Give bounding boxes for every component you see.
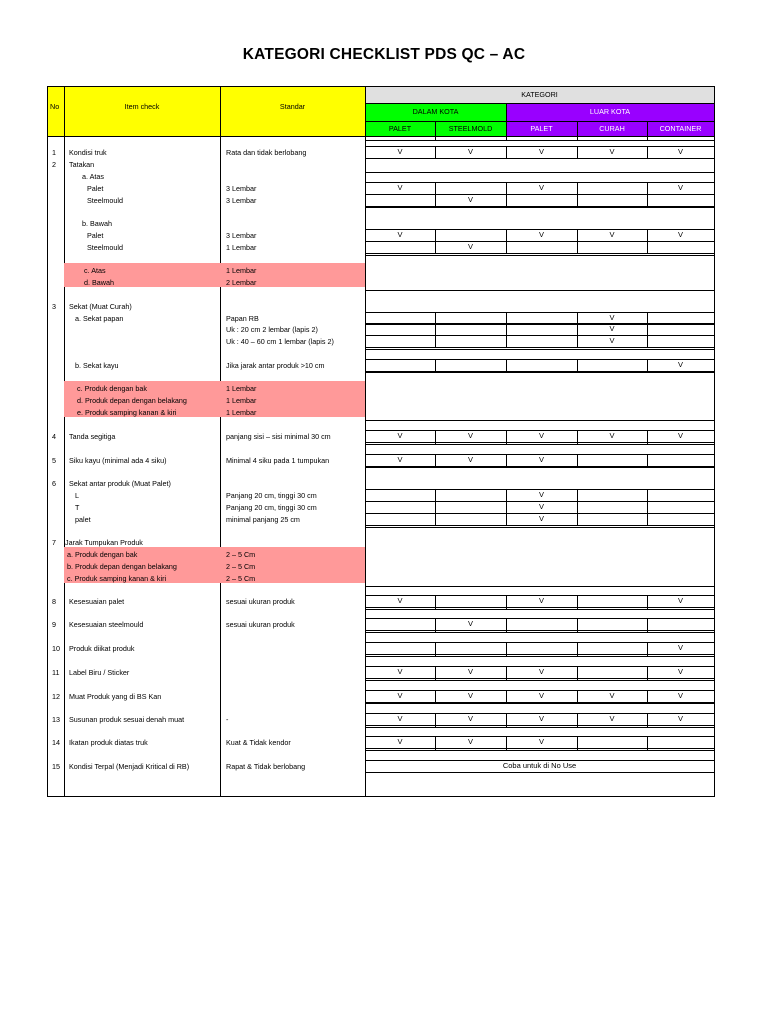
- mark-col-line: [647, 323, 648, 335]
- check-mark: V: [677, 714, 683, 723]
- mark-col-line: [647, 241, 648, 253]
- check-mark: V: [677, 596, 683, 605]
- row-number: 14: [52, 738, 60, 747]
- standar-text: Panjang 20 cm, tinggi 30 cm: [226, 503, 317, 512]
- band-line: [365, 632, 714, 633]
- mark-row-line: [365, 312, 714, 313]
- standar-text: 2 – 5 Cm: [226, 574, 256, 583]
- item-check-text: Kesesuaian steelmould: [69, 620, 144, 629]
- band-line: [365, 372, 714, 373]
- row-number: 10: [52, 644, 60, 653]
- item-check-text: Ikatan produk diatas truk: [69, 738, 148, 747]
- standar-text: minimal panjang 25 cm: [226, 515, 300, 524]
- header-col-steelmold: [435, 121, 506, 136]
- mark-col-line: [506, 241, 507, 253]
- band-line: [365, 207, 714, 208]
- band-line: [365, 140, 714, 141]
- standar-text: 1 Lembar: [226, 408, 257, 417]
- mark-row-line: [365, 241, 714, 242]
- check-mark: V: [677, 183, 683, 192]
- header-col-palet-luar: [506, 121, 577, 136]
- mark-col-line: [647, 335, 648, 347]
- band-line: [365, 349, 714, 350]
- table-border-left: [47, 86, 48, 796]
- check-mark: V: [397, 455, 403, 464]
- row-number: 4: [52, 432, 56, 441]
- header-line: [365, 121, 714, 122]
- check-mark: V: [397, 667, 403, 676]
- check-mark: V: [397, 714, 403, 723]
- item-check-text: Kondisi Terpal (Menjadi Kritical di RB): [69, 762, 190, 771]
- mark-col-line: [506, 359, 507, 371]
- check-mark: V: [467, 195, 473, 204]
- table-border-right: [714, 86, 715, 796]
- check-mark: V: [677, 667, 683, 676]
- check-mark: V: [467, 455, 473, 464]
- check-mark: V: [467, 242, 473, 251]
- col-divider-no: [64, 86, 65, 796]
- check-mark: V: [467, 667, 473, 676]
- header-dalam-kota: [365, 103, 506, 121]
- band-line: [365, 656, 714, 657]
- item-check-text: Jarak Tumpukan Produk: [65, 538, 143, 547]
- standar-text: Uk : 40 – 60 cm 1 lembar (lapis 2): [226, 337, 334, 346]
- standar-text: Kuat & Tidak kendor: [226, 738, 291, 747]
- standar-text: 1 Lembar: [226, 384, 257, 393]
- header-no: [47, 86, 64, 136]
- item-check-text: Palet: [87, 231, 104, 240]
- mark-row-line: [365, 324, 714, 325]
- check-mark: V: [397, 737, 403, 746]
- check-mark: V: [677, 643, 683, 652]
- mark-col-line: [435, 335, 436, 347]
- header-standar: [220, 86, 365, 136]
- row-number: 1: [52, 148, 56, 157]
- mark-row-line: [365, 607, 714, 608]
- item-check-text: Tanda segitiga: [69, 432, 116, 441]
- check-mark: V: [397, 596, 403, 605]
- check-mark: V: [609, 147, 615, 156]
- standar-text: 3 Lembar: [226, 231, 257, 240]
- check-mark: V: [538, 230, 544, 239]
- band-line: [365, 420, 714, 421]
- band-col-line: [435, 136, 436, 140]
- check-mark: V: [538, 431, 544, 440]
- item-check-text: c. Atas: [84, 266, 106, 275]
- check-mark: V: [609, 714, 615, 723]
- band-line: [365, 444, 714, 445]
- mark-col-line: [435, 359, 436, 371]
- item-check-text: Susunan produk sesuai denah muat: [69, 715, 185, 724]
- mark-col-line: [506, 323, 507, 335]
- check-mark: V: [677, 431, 683, 440]
- item-check-text: palet: [75, 515, 91, 524]
- mark-row-line: [365, 748, 714, 749]
- row-number: 8: [52, 597, 56, 606]
- mark-col-line: [577, 501, 578, 513]
- band-line: [365, 290, 714, 291]
- mark-row-line: [365, 194, 714, 195]
- standar-text: Jika jarak antar produk >10 cm: [226, 361, 325, 370]
- header-col-divider: [435, 121, 436, 136]
- item-check-text: Palet: [87, 184, 104, 193]
- check-mark: V: [538, 183, 544, 192]
- check-mark: V: [397, 147, 403, 156]
- item-check-text: a. Produk dengan bak: [67, 550, 138, 559]
- row-number: 12: [52, 692, 60, 701]
- header-col-container: [647, 121, 714, 136]
- header-dalam-kota-label: DALAM KOTA: [412, 107, 459, 116]
- check-mark: V: [467, 619, 473, 628]
- check-mark: V: [538, 714, 544, 723]
- header-col-palet-dalam: [365, 121, 435, 136]
- check-mark: V: [467, 714, 473, 723]
- band-col-line: [506, 628, 507, 632]
- highlight-band: [64, 263, 365, 275]
- header-col-label: PALET: [530, 123, 553, 133]
- merged-note: Coba untuk di No Use: [502, 761, 577, 770]
- item-check-text: e. Produk samping kanan & kiri: [77, 408, 177, 417]
- item-check-text: Label Biru / Sticker: [69, 668, 130, 677]
- band-col-line: [435, 605, 436, 609]
- check-mark: V: [609, 324, 615, 333]
- band-col-line: [577, 676, 578, 680]
- mark-col-line: [577, 359, 578, 371]
- row-number: 9: [52, 620, 56, 629]
- band-line: [365, 727, 714, 728]
- mark-col-line: [647, 501, 648, 513]
- check-mark: V: [609, 230, 615, 239]
- mark-row-line: [365, 630, 714, 631]
- mark-col-line: [577, 489, 578, 501]
- mark-row-line: [365, 618, 714, 619]
- item-check-text: Steelmould: [87, 243, 123, 252]
- item-check-text: Sekat antar produk (Muat Palet): [69, 479, 171, 488]
- item-check-text: c. Produk samping kanan & kiri: [67, 574, 167, 583]
- header-item-check: [64, 86, 220, 136]
- check-mark: V: [609, 691, 615, 700]
- band-line: [365, 255, 714, 256]
- mark-row-line: [365, 725, 714, 726]
- standar-text: 3 Lembar: [226, 196, 257, 205]
- band-col-line: [577, 463, 578, 467]
- header-col-curah: [577, 121, 647, 136]
- band-line: [365, 750, 714, 751]
- band-col-line: [506, 652, 507, 656]
- check-mark: V: [609, 431, 615, 440]
- col-divider-item: [220, 86, 221, 796]
- header-col-divider: [506, 103, 507, 136]
- standar-text: sesuai ukuran produk: [226, 620, 295, 629]
- check-mark: V: [538, 514, 544, 523]
- band-col-line: [647, 746, 648, 750]
- check-mark: V: [467, 431, 473, 440]
- mark-col-line: [435, 323, 436, 335]
- standar-text: Rapat & Tidak berlobang: [226, 762, 306, 771]
- header-line: [365, 103, 714, 104]
- mark-col-line: [647, 513, 648, 525]
- header-col-label: STEELMOLD: [448, 123, 493, 133]
- band-line: [365, 467, 714, 468]
- mark-row-line: [365, 654, 714, 655]
- band-line: [365, 172, 714, 173]
- item-check-text: c. Produk dengan bak: [77, 384, 147, 393]
- band-col-line: [577, 628, 578, 632]
- check-mark: V: [677, 691, 683, 700]
- check-mark: V: [609, 336, 615, 345]
- check-mark: V: [677, 147, 683, 156]
- header-luar-kota: [506, 103, 714, 121]
- item-check-text: d. Bawah: [84, 278, 114, 287]
- item-check-text: Steelmould: [87, 196, 123, 205]
- check-mark: V: [677, 360, 683, 369]
- standar-text: 3 Lembar: [226, 184, 257, 193]
- standar-text: Panjang 20 cm, tinggi 30 cm: [226, 491, 317, 500]
- band-line: [365, 609, 714, 610]
- check-mark: V: [538, 667, 544, 676]
- band-col-line: [647, 628, 648, 632]
- check-mark: V: [467, 737, 473, 746]
- header-item-label: Item check: [124, 102, 160, 111]
- item-check-text: Tatakan: [69, 160, 95, 169]
- band-col-line: [506, 136, 507, 140]
- merged-line: [365, 772, 714, 773]
- mark-col-line: [647, 489, 648, 501]
- item-check-text: Produk diikat produk: [69, 644, 135, 653]
- band-col-line: [647, 136, 648, 140]
- mark-col-line: [577, 182, 578, 194]
- mark-col-line: [577, 513, 578, 525]
- header-standar-label: Standar: [279, 102, 306, 111]
- item-check-text: b. Bawah: [82, 219, 112, 228]
- header-col-label: CURAH: [599, 123, 625, 133]
- header-col-label: CONTAINER: [659, 123, 702, 133]
- mark-row-line: [365, 323, 714, 324]
- check-mark: V: [538, 502, 544, 511]
- header-col-divider: [647, 121, 648, 136]
- band-line: [365, 680, 714, 681]
- standar-text: 2 Lembar: [226, 278, 257, 287]
- check-mark: V: [538, 455, 544, 464]
- standar-text: Rata dan tidak berlobang: [226, 148, 307, 157]
- standar-text: Uk : 20 cm 2 lembar (lapis 2): [226, 325, 318, 334]
- row-number: 11: [52, 668, 60, 677]
- item-check-text: d. Produk depan dengan belakang: [77, 396, 187, 405]
- header-col-divider: [577, 121, 578, 136]
- standar-text: Papan RB: [226, 314, 259, 323]
- mark-col-line: [435, 229, 436, 241]
- standar-text: 1 Lembar: [226, 266, 257, 275]
- item-check-text: Kesesuaian palet: [69, 597, 125, 606]
- standar-text: Minimal 4 siku pada 1 tumpukan: [226, 456, 330, 465]
- mark-col-line: [506, 335, 507, 347]
- check-mark: V: [467, 147, 473, 156]
- mark-row-line: [365, 335, 714, 336]
- row-number: 13: [52, 715, 60, 724]
- standar-text: 2 – 5 Cm: [226, 550, 256, 559]
- standar-text: 1 Lembar: [226, 396, 257, 405]
- standar-text: -: [226, 715, 229, 724]
- band-col-line: [577, 746, 578, 750]
- row-number: 3: [52, 302, 56, 311]
- header-kategori: [365, 86, 714, 103]
- check-mark: V: [467, 691, 473, 700]
- check-mark: V: [538, 691, 544, 700]
- standar-text: 1 Lembar: [226, 243, 257, 252]
- item-check-text: T: [75, 503, 80, 512]
- mark-row-line: [365, 525, 714, 526]
- header-col-label: PALET: [388, 123, 412, 133]
- band-col-line: [577, 652, 578, 656]
- item-check-text: b. Sekat kayu: [75, 361, 119, 370]
- standar-text: 2 – 5 Cm: [226, 562, 256, 571]
- mark-row-line: [365, 442, 714, 443]
- mark-col-line: [577, 194, 578, 206]
- mark-row-line: [365, 347, 714, 348]
- row-number: 2: [52, 160, 56, 169]
- check-mark: V: [538, 737, 544, 746]
- table-border-bottom: [47, 796, 715, 797]
- item-check-text: Siku kayu (minimal ada 4 siku): [69, 456, 167, 465]
- row-number: 6: [52, 479, 56, 488]
- mark-row-line: [365, 678, 714, 679]
- item-check-text: Kondisi truk: [69, 148, 107, 157]
- table-border-top: [47, 86, 715, 87]
- check-mark: V: [538, 147, 544, 156]
- band-line: [365, 527, 714, 528]
- band-col-line: [647, 463, 648, 467]
- check-mark: V: [677, 230, 683, 239]
- check-mark: V: [397, 183, 403, 192]
- standar-text: panjang sisi – sisi minimal 30 cm: [226, 432, 331, 441]
- check-mark: V: [538, 596, 544, 605]
- mark-row-line: [365, 253, 714, 254]
- item-check-text: Sekat (Muat Curah): [69, 302, 132, 311]
- header-kategori-label: KATEGORI: [521, 89, 558, 99]
- band-line: [365, 703, 714, 704]
- header-no-label: No: [50, 102, 60, 111]
- item-check-text: a. Sekat papan: [75, 314, 124, 323]
- mark-col-line: [435, 513, 436, 525]
- check-mark: V: [609, 313, 615, 322]
- row-number: 15: [52, 762, 60, 771]
- item-check-text: Muat Produk yang di BS Kan: [69, 692, 162, 701]
- band-col-line: [577, 136, 578, 140]
- mark-col-line: [647, 194, 648, 206]
- row-number: 5: [52, 456, 56, 465]
- band-line: [365, 586, 714, 587]
- mark-col-line: [435, 489, 436, 501]
- row-number: 7: [52, 538, 56, 547]
- header-luar-kota-label: LUAR KOTA: [589, 107, 631, 116]
- check-mark: V: [397, 691, 403, 700]
- item-check-text: a. Atas: [82, 172, 104, 181]
- standar-text: sesuai ukuran produk: [226, 597, 295, 606]
- band-col-line: [577, 605, 578, 609]
- page-title: KATEGORI CHECKLIST PDS QC – AC: [242, 46, 526, 63]
- item-check-text: b. Produk depan dengan belakang: [67, 562, 177, 571]
- check-mark: V: [397, 230, 403, 239]
- mark-col-line: [506, 194, 507, 206]
- check-mark: V: [397, 431, 403, 440]
- mark-col-line: [435, 182, 436, 194]
- mark-col-line: [577, 241, 578, 253]
- mark-col-line: [435, 501, 436, 513]
- header-bottom-line: [47, 136, 714, 137]
- band-col-line: [435, 652, 436, 656]
- mark-row-line: [365, 158, 714, 159]
- check-mark: V: [538, 490, 544, 499]
- item-check-text: L: [75, 491, 79, 500]
